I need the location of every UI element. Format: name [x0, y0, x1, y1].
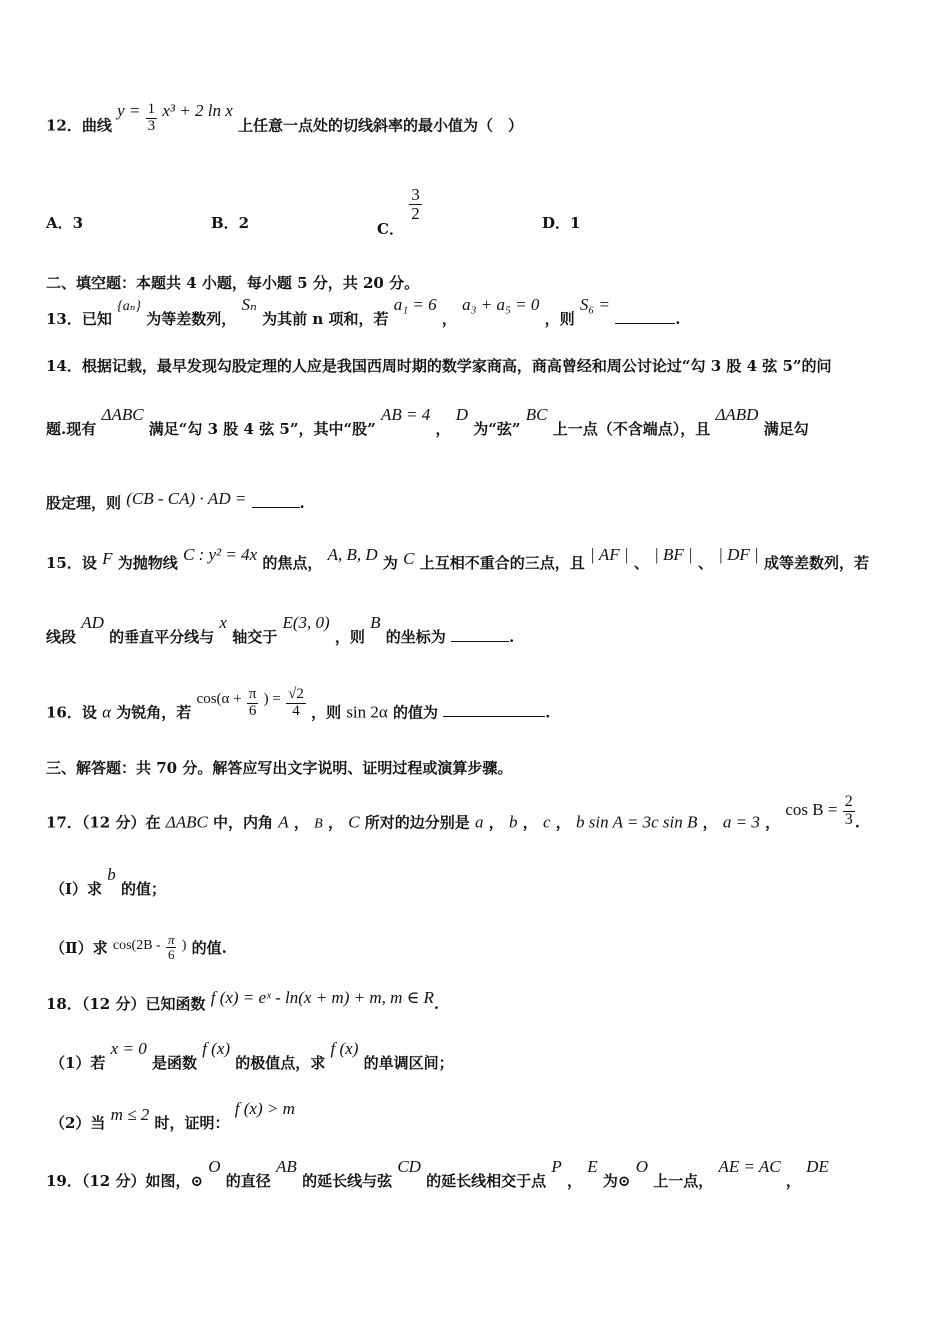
- q12-formula-tail: x³ + 2 ln x: [162, 101, 233, 121]
- q19-stem: 19．（12 分）如图，⊙ O 的直径 AB 的延长线与弦 CD 的延长线相交于点 P ， E 为⊙ O 上一点， AE = AC ， DE: [46, 1157, 829, 1190]
- q12-stem: 12．曲线 y = $\frac{1}{3}$ x³ + 2 ln x 上任意一点处的切线斜率的最小值为（ ）: [46, 101, 523, 135]
- q13-stem: 13．已知 {aₙ} 为等差数列， Sₙ 为其前 n 项和，若 a₁ = 6 ， a₃ + a₅ = 0 ，则 S₆ = .: [46, 295, 681, 328]
- q18-part1: （1）若 x = 0 是函数 f (x) 的极值点，求 f (x) 的单调区间；: [50, 1039, 454, 1072]
- q15-answer-blank[interactable]: [451, 627, 509, 642]
- section-solution-title: 三、解答题：共 70 分。解答应写出文字说明、证明过程或演算步骤。: [46, 759, 513, 777]
- q18-stem: 18．（12 分）已知函数 f (x) = eˣ - ln(x + m) + m, m ∈ R.: [46, 988, 440, 1013]
- q12-option-d[interactable]: D．1: [542, 214, 581, 232]
- section-fill-in-title: 二、填空题：本题共 4 小题，每小题 5 分，共 20 分。: [46, 274, 420, 292]
- q14-answer-blank[interactable]: [252, 493, 300, 508]
- q17-stem: 17．（12 分）在 ΔABC 中，内角 A ， B ， C 所对的边分别是 a ， b ， c ， b sin A = 3c sin B ， a = 3 ， cos B = $\frac{2}{3}$ .: [46, 793, 860, 832]
- q13-answer-blank[interactable]: [615, 309, 675, 324]
- q12-option-c[interactable]: C． $\frac{3}{2}$: [377, 185, 420, 239]
- q12-option-c-fraction: $\frac{3}{2}$: [411, 185, 420, 223]
- q18-part2: （2）当 m ≤ 2 时，证明： f (x) > m: [50, 1099, 295, 1132]
- q16-stem: 16．设 α 为锐角，若 cos(α + $\frac{\pi}{6}$ ) = $\frac{√2}{4}$ ，则 sin 2α 的值为 .: [46, 686, 551, 722]
- q14-line1: 14．根据记载，最早发现勾股定理的人应是我国西周时期的数学家商高，商高曾经和周公讨论过“勾 3 股 4 弦 5”的问: [46, 357, 832, 375]
- q16-answer-blank[interactable]: [443, 702, 545, 717]
- q12-formula-y: y =: [117, 101, 141, 121]
- q14-line2: 题.现有 ΔABC 满足“勾 3 股 4 弦 5”，其中“股” AB = 4 ， D 为“弦” BC 上一点（不含端点），且 ΔABD 满足勾: [46, 405, 809, 438]
- q14-line3: 股定理，则 (CB - CA) · AD = .: [46, 489, 305, 512]
- q17-part2: （Ⅱ）求 cos(2B - $\frac{\pi}{6}$ ) 的值.: [50, 932, 227, 962]
- q17-part1: （Ⅰ）求 b 的值；: [50, 865, 167, 898]
- q12-option-a[interactable]: A．3: [46, 214, 84, 232]
- q15-line1: 15．设 F 为抛物线 C : y² = 4x 的焦点， A, B, D 为 C 上互相不重合的三点，且 | AF | 、 | BF | 、 | DF | 成等差数列，若: [46, 545, 869, 572]
- q15-line2: 线段 AD 的垂直平分线与 x 轴交于 E(3, 0) ，则 B 的坐标为 .: [46, 613, 515, 646]
- q12-fraction: $\frac{1}{3}$: [147, 101, 156, 134]
- q12-option-b[interactable]: B．2: [211, 214, 250, 232]
